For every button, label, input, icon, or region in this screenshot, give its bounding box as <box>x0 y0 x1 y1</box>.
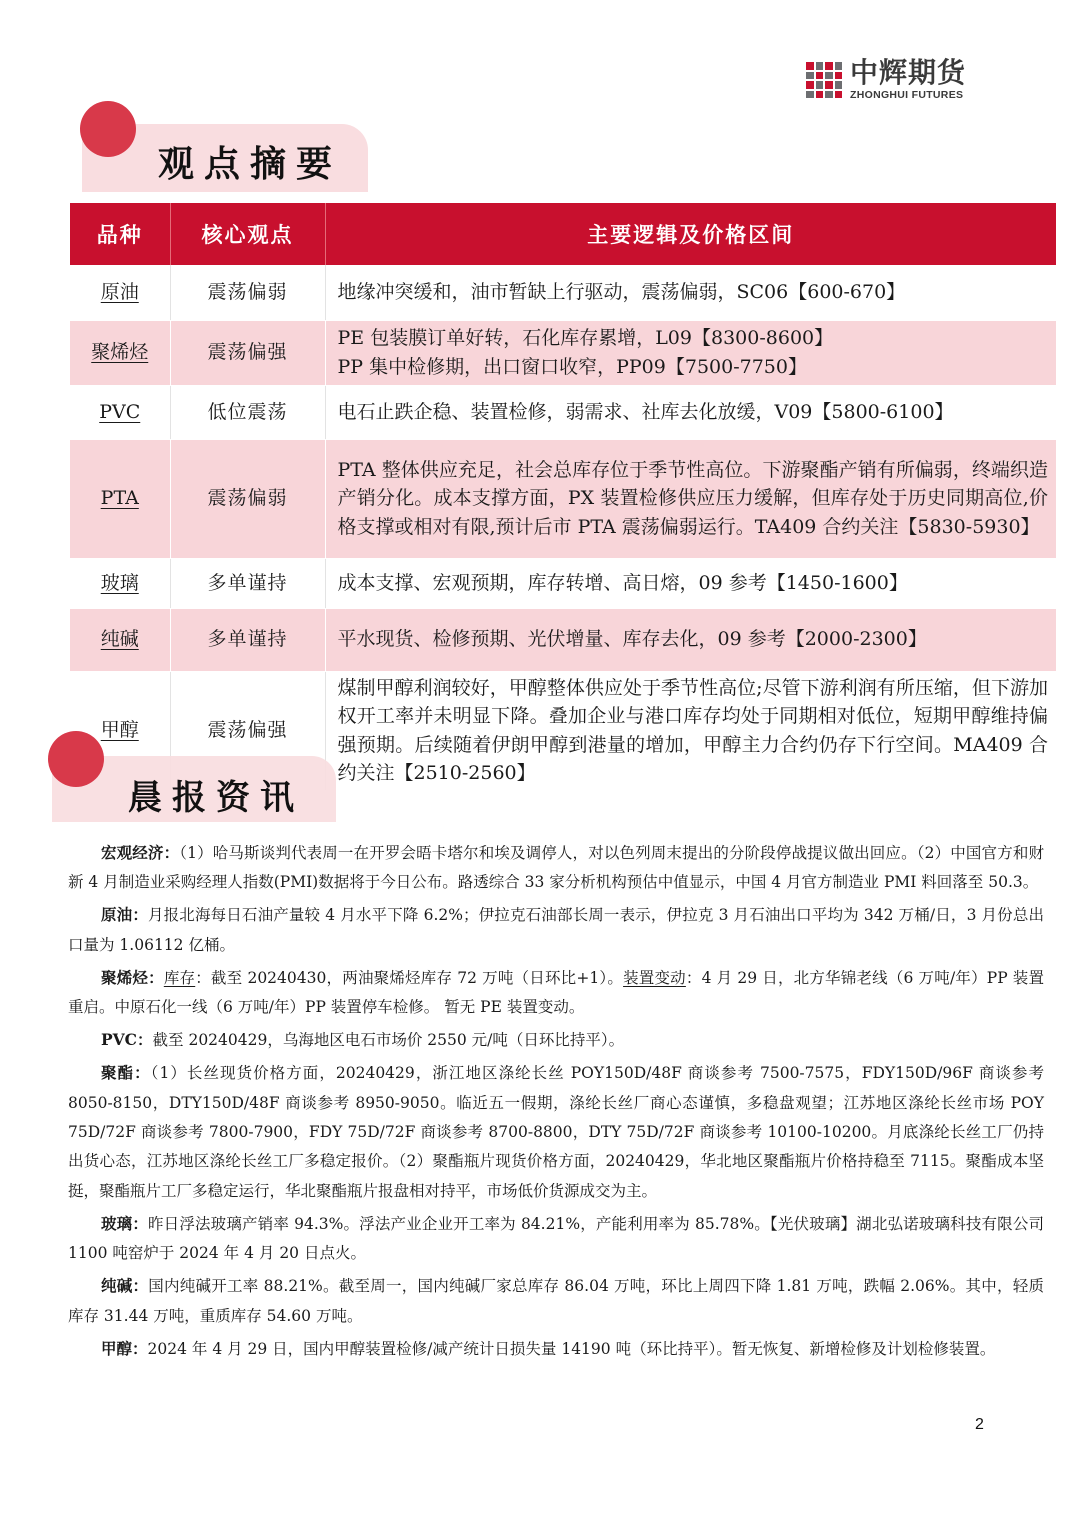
news-soda-tag: 纯碱： <box>101 1276 149 1296</box>
header-item: 品种 <box>70 203 170 265</box>
row-item-link[interactable]: PTA <box>70 439 170 558</box>
news-soda <box>68 1271 1044 1331</box>
news-polyolefin-sub1: 库存 <box>163 968 196 987</box>
table-header-row <box>70 203 1056 265</box>
summary-table <box>70 203 1056 791</box>
news-header-dot-icon <box>48 731 104 787</box>
news-body <box>68 838 1044 1367</box>
row-logic: 电石止跌企稳、装置检修，弱需求、社库去化放缓，V09【5800-6100】 <box>337 400 954 423</box>
row-item-link[interactable]: PVC <box>70 385 170 439</box>
summary-title: 观点摘要 <box>158 143 343 185</box>
news-polyester <box>68 1058 1044 1206</box>
news-pvc-text: 截至 20240429，乌海地区电石市场价 2550 元/吨（日环比持平）。 <box>152 1031 625 1050</box>
row-logic: PTA 整体供应充足，社会总库存位于季节性高位。下游聚酯产销有所偏弱，终端织造产销分化。成本支撑方面，PX 装置检修供应压力缓解，但库存处于历史同期高位,价格支撑或相对有限,预计后市 PTA 震荡偏弱运行。TA409 合约关注【5830-5930】 <box>337 458 1048 538</box>
news-pvc-tag: PVC： <box>101 1030 153 1050</box>
page-number: 2 <box>975 1416 984 1433</box>
row-logic: 煤制甲醇利润较好，甲醇整体供应处于季节性高位;尽管下游利润有所压缩，但下游加权开工率并未明显下降。叠加企业与港口库存均处于同期相对低位，短期甲醇维持偏强预期。后续随着伊朗甲醇到港量的增加，甲醇主力合约仍存下行空间。MA409 合约关注【2510-2560】 <box>337 676 1048 784</box>
row-item-link[interactable]: 纯碱 <box>70 608 170 671</box>
news-soda-text: 国内纯碱开工率 88.21%。截至周一，国内纯碱厂家总库存 86.04 万吨，环比上周四下降 1.81 万吨，跌幅 2.06%。其中，轻质库存 31.44 万吨，重质库存 54.60 万吨。 <box>68 1277 1044 1325</box>
table-row <box>70 320 1056 385</box>
row-view: 震荡偏强 <box>170 320 325 385</box>
row-logic: 成本支撑、宏观预期，库存转增、高日熔，09 参考【1450-1600】 <box>337 571 908 594</box>
news-macro <box>68 838 1044 898</box>
news-title: 晨报资讯 <box>128 778 304 818</box>
news-crude-text: 月报北海每日石油产量较 4 月水平下降 6.2%；伊拉克石油部长周一表示，伊拉克 3 月石油出口平均为 342 万桶/日，3 月份总出口量为 1.06112 亿桶。 <box>68 906 1044 954</box>
news-polyolefin <box>68 963 1044 1023</box>
news-methanol-tag: 甲醇： <box>101 1338 148 1358</box>
row-view: 震荡偏弱 <box>170 439 325 558</box>
row-logic: 地缘冲突缓和，油市暂缺上行驱动，震荡偏弱，SC06【600-670】 <box>337 281 906 303</box>
news-methanol <box>68 1334 1044 1364</box>
news-glass-tag: 玻璃： <box>101 1213 149 1233</box>
row-logic: 平水现货、检修预期、光伏增量、库存去化，09 参考【2000-2300】 <box>337 628 927 651</box>
row-view: 低位震荡 <box>170 385 325 439</box>
row-view: 多单谨持 <box>170 558 325 608</box>
news-polyolefin-text2: ：4 月 29 日，北方华锦老线（6 万吨/年）PP 装置重启。中原石化一线（6 万吨/年）PP 装置停车检修。 暂无 PE 装置变动。 <box>68 968 1044 1017</box>
row-item-link[interactable]: 聚烯烃 <box>70 320 170 385</box>
table-row <box>70 385 1056 439</box>
news-crude <box>68 900 1044 960</box>
news-macro-tag: 宏观经济： <box>101 843 180 862</box>
row-view: 多单谨持 <box>170 608 325 671</box>
logo-name-cn: 中辉期货 <box>850 56 967 90</box>
row-logic-line: PE 包装膜订单好转，石化库存累增，L09【8300-8600】 <box>337 327 834 349</box>
row-logic-line: PP 集中检修期，出口窗口收窄，PP09【7500-7750】 <box>337 355 807 378</box>
summary-header-dot-icon <box>80 101 136 157</box>
logo-mark-icon <box>806 62 842 98</box>
row-item-link[interactable]: 甲醇 <box>70 671 170 790</box>
row-view: 震荡偏弱 <box>170 265 325 320</box>
news-methanol-text: 2024 年 4 月 29 日，国内甲醇装置检修/减产统计日损失量 14190 吨（环比持平）。暂无恢复、新增检修及计划检修装置。 <box>147 1339 996 1358</box>
table-row <box>70 558 1056 608</box>
table-row <box>70 439 1056 558</box>
header-logic: 主要逻辑及价格区间 <box>325 203 1056 265</box>
news-glass-text: 昨日浮法玻璃产销率 94.3%。浮法产业企业开工率为 84.21%，产能利用率为 85.78%。【光伏玻璃】湖北弘诺玻璃科技有限公司 1100 吨窑炉于 2024 年 4 月 20 日点火。 <box>68 1214 1044 1263</box>
news-polyolefin-text1: ：截至 20240430，两油聚烯烃库存 72 万吨（日环比+1）。 <box>195 968 624 987</box>
news-crude-tag: 原油： <box>101 905 148 925</box>
company-logo <box>806 56 967 102</box>
header-view: 核心观点 <box>170 203 325 265</box>
news-pvc <box>68 1025 1044 1055</box>
news-polyolefin-sub2: 装置变动 <box>623 968 686 987</box>
news-polyester-tag: 聚酯： <box>101 1063 151 1083</box>
row-item-link[interactable]: 原油 <box>70 265 170 320</box>
table-row <box>70 265 1056 320</box>
news-polyester-text: （1）长丝现货价格方面，20240429，浙江地区涤纶长丝 POY150D/48F 商谈参考 7500-7575，FDY150D/96F 商谈参考 8050-8150，DTY150D/48F 商谈参考 8950-9050。临近五一假期，涤纶长丝厂商心态谨慎，多稳盘观望；江苏地区涤纶长丝市场 POY 75D/72F 商谈参考 7800-7900，FDY 75D/72F 商谈参考 8700-8800，DTY 75D/72F 商谈参考 10100-10200。月底涤纶长丝工厂仍持出货心态，江苏地区涤纶长丝工厂多稳定报价。（2）聚酯瓶片现货价格方面，20240429，华北地区聚酯瓶片价格持稳至 7115。聚酯成本坚挺，聚酯瓶片工厂多稳定运行，华北聚酯瓶片报盘相对持平，市场低价货源成交为主。 <box>68 1064 1044 1200</box>
news-macro-text: （1）哈马斯谈判代表周一在开罗会晤卡塔尔和埃及调停人，对以色列周末提出的分阶段停战提议做出回应。（2）中国官方和财新 4 月制造业采购经理人指数(PMI)数据将于今日公布。路透综合 33 家分析机构预估中值显示，中国 4 月官方制造业 PMI 料回落至 50.3。 <box>68 844 1044 892</box>
row-item-link[interactable]: 玻璃 <box>70 558 170 608</box>
news-polyolefin-tag: 聚烯烃： <box>101 967 164 987</box>
row-view: 震荡偏强 <box>170 671 325 790</box>
table-row <box>70 608 1056 671</box>
logo-name-en: ZHONGHUI FUTURES <box>850 89 964 102</box>
news-glass <box>68 1209 1044 1269</box>
